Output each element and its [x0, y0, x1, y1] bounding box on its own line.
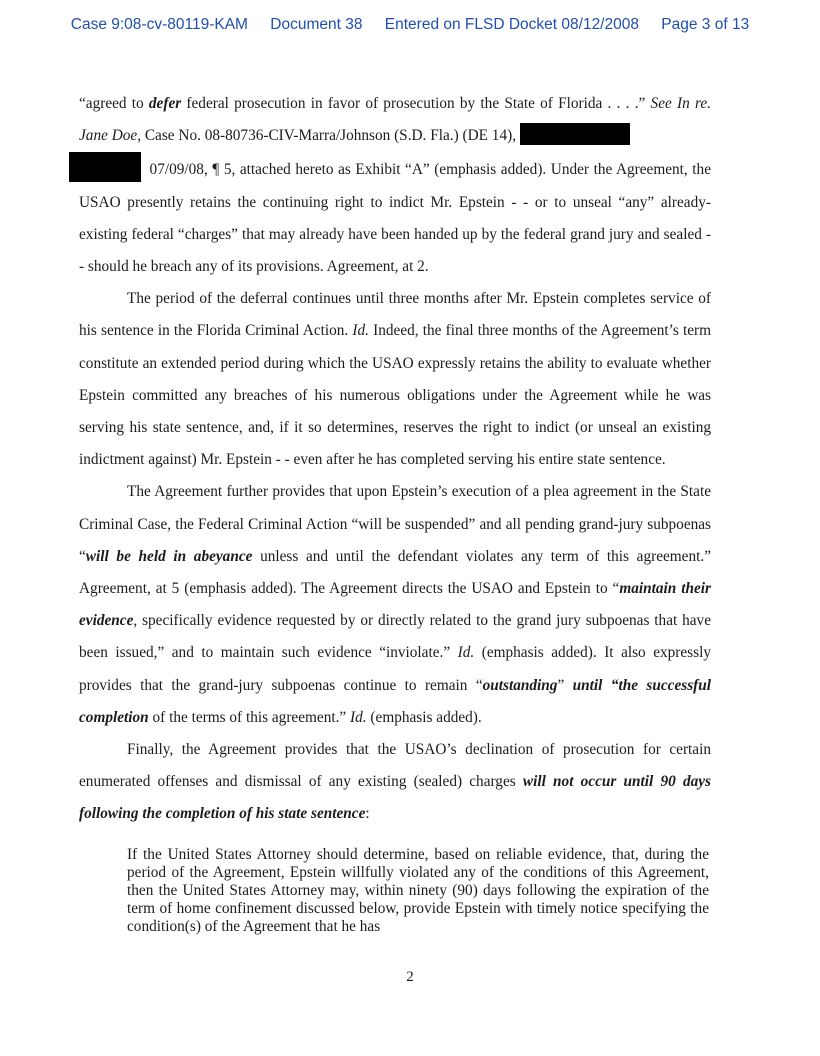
p3-text: , specifically evidence requested by or directly related to the grand jury subpoenas that have been issued,” and to maintain such evidence “inviolate.” — [79, 612, 711, 662]
p1-text: 07/09/08, ¶ 5, attached hereto as Exhibit “A” (emphasis added). Under the Agreement, the USAO presently retains the continuing right to indict Mr. Epstein - - or to unseal “any” already-existing federal “charges” that may already have been handed up by the federal grand jury and sealed - - should he breach any of its provisions. Agreement, at 2. — [79, 161, 711, 276]
header-entered-date: Entered on FLSD Docket 08/12/2008 — [384, 16, 639, 33]
paragraph-3 — [79, 476, 711, 734]
p2-text: Indeed, the final three months of the Agreement’s term constitute an extended period during which the USAO expressly retains the ability to evaluate whether Epstein committed any breaches of his numerous obligations under the Agreement while he was serving his state sentence, and, if it so determines, reserves the right to indict (or unseal an existing indictment against) Mr. Epstein - - even after he has completed serving his entire state sentence. — [79, 322, 711, 469]
p3-text: (emphasis added). — [366, 708, 482, 726]
p2-text: The period of the deferral continues until three months after Mr. Epstein completes service of his sentence in the Florida Criminal Action. — [79, 290, 711, 340]
header-case-number: Case 9:08-cv-80119-KAM — [70, 16, 248, 33]
p3-text: of the terms of this agreement.” — [148, 708, 351, 726]
p1-citation: See In re. Jane Doe — [79, 95, 711, 145]
p1-text: federal prosecution in favor of prosecution by the State of Florida . . . .” — [181, 95, 651, 112]
block-quote: If the United States Attorney should determine, based on reliable evidence, that, during the period of the Agreement, Epstein willfully violated any of the conditions of this Agreement, then the United States Attorney may, within ninety (90) days following the expiration of the term of home confinement discussed below, provide Epstein with timely notice specifying the condition(s) of the Agreement that he has — [127, 845, 709, 936]
docket-header — [0, 16, 820, 34]
paragraph-4 — [79, 734, 711, 831]
paragraph-1 — [79, 88, 711, 283]
p4-text: Finally, the Agreement provides that the USAO’s declination of prosecution for certain enumerated offenses and dismissal of any existing (sealed) charges — [79, 741, 711, 791]
p4-emphasis: will not occur until 90 days following the completion of his state sentence — [79, 773, 711, 823]
page-number: 2 — [406, 969, 414, 985]
document-body — [79, 88, 711, 937]
header-page-count: Page 3 of 13 — [661, 16, 750, 33]
p3-text: The Agreement further provides that upon Epstein’s execution of a plea agreement in the State Criminal Case, the Federal Criminal Action “will be suspended” and all pending grand-jury subpoenas “ — [79, 483, 711, 565]
p2-citation: Id. — [352, 322, 369, 340]
paragraph-2 — [79, 283, 711, 476]
header-document-number: Document 38 — [270, 16, 363, 33]
p3-emphasis: will be held in abeyance — [85, 547, 253, 565]
p1-text: , Case No. 08-80736-CIV-Marra/Johnson (S.D. Fla.) (DE 14), — [137, 127, 520, 145]
redaction-block — [520, 123, 630, 145]
p4-text: : — [365, 805, 370, 823]
p3-citation: Id. — [457, 644, 475, 662]
redaction-block — [69, 152, 141, 182]
p3-emphasis: maintain their evidence — [79, 580, 711, 630]
p3-text: ” — [557, 676, 573, 694]
p3-emphasis: until “the successful completion — [79, 676, 711, 726]
p1-text: “agreed to — [79, 95, 149, 112]
p1-emphasis-defer: defer — [148, 95, 182, 112]
p3-emphasis: outstanding — [482, 676, 558, 694]
p3-text: (emphasis added). It also expressly provides that the grand-jury subpoenas continue to remain “ — [79, 644, 711, 694]
p3-citation: Id. — [350, 708, 367, 726]
p3-text: unless and until the defendant violates any term of this agreement.” Agreement, at 5 (emphasis added). The Agreement directs the USAO and Epstein to “ — [79, 547, 711, 598]
